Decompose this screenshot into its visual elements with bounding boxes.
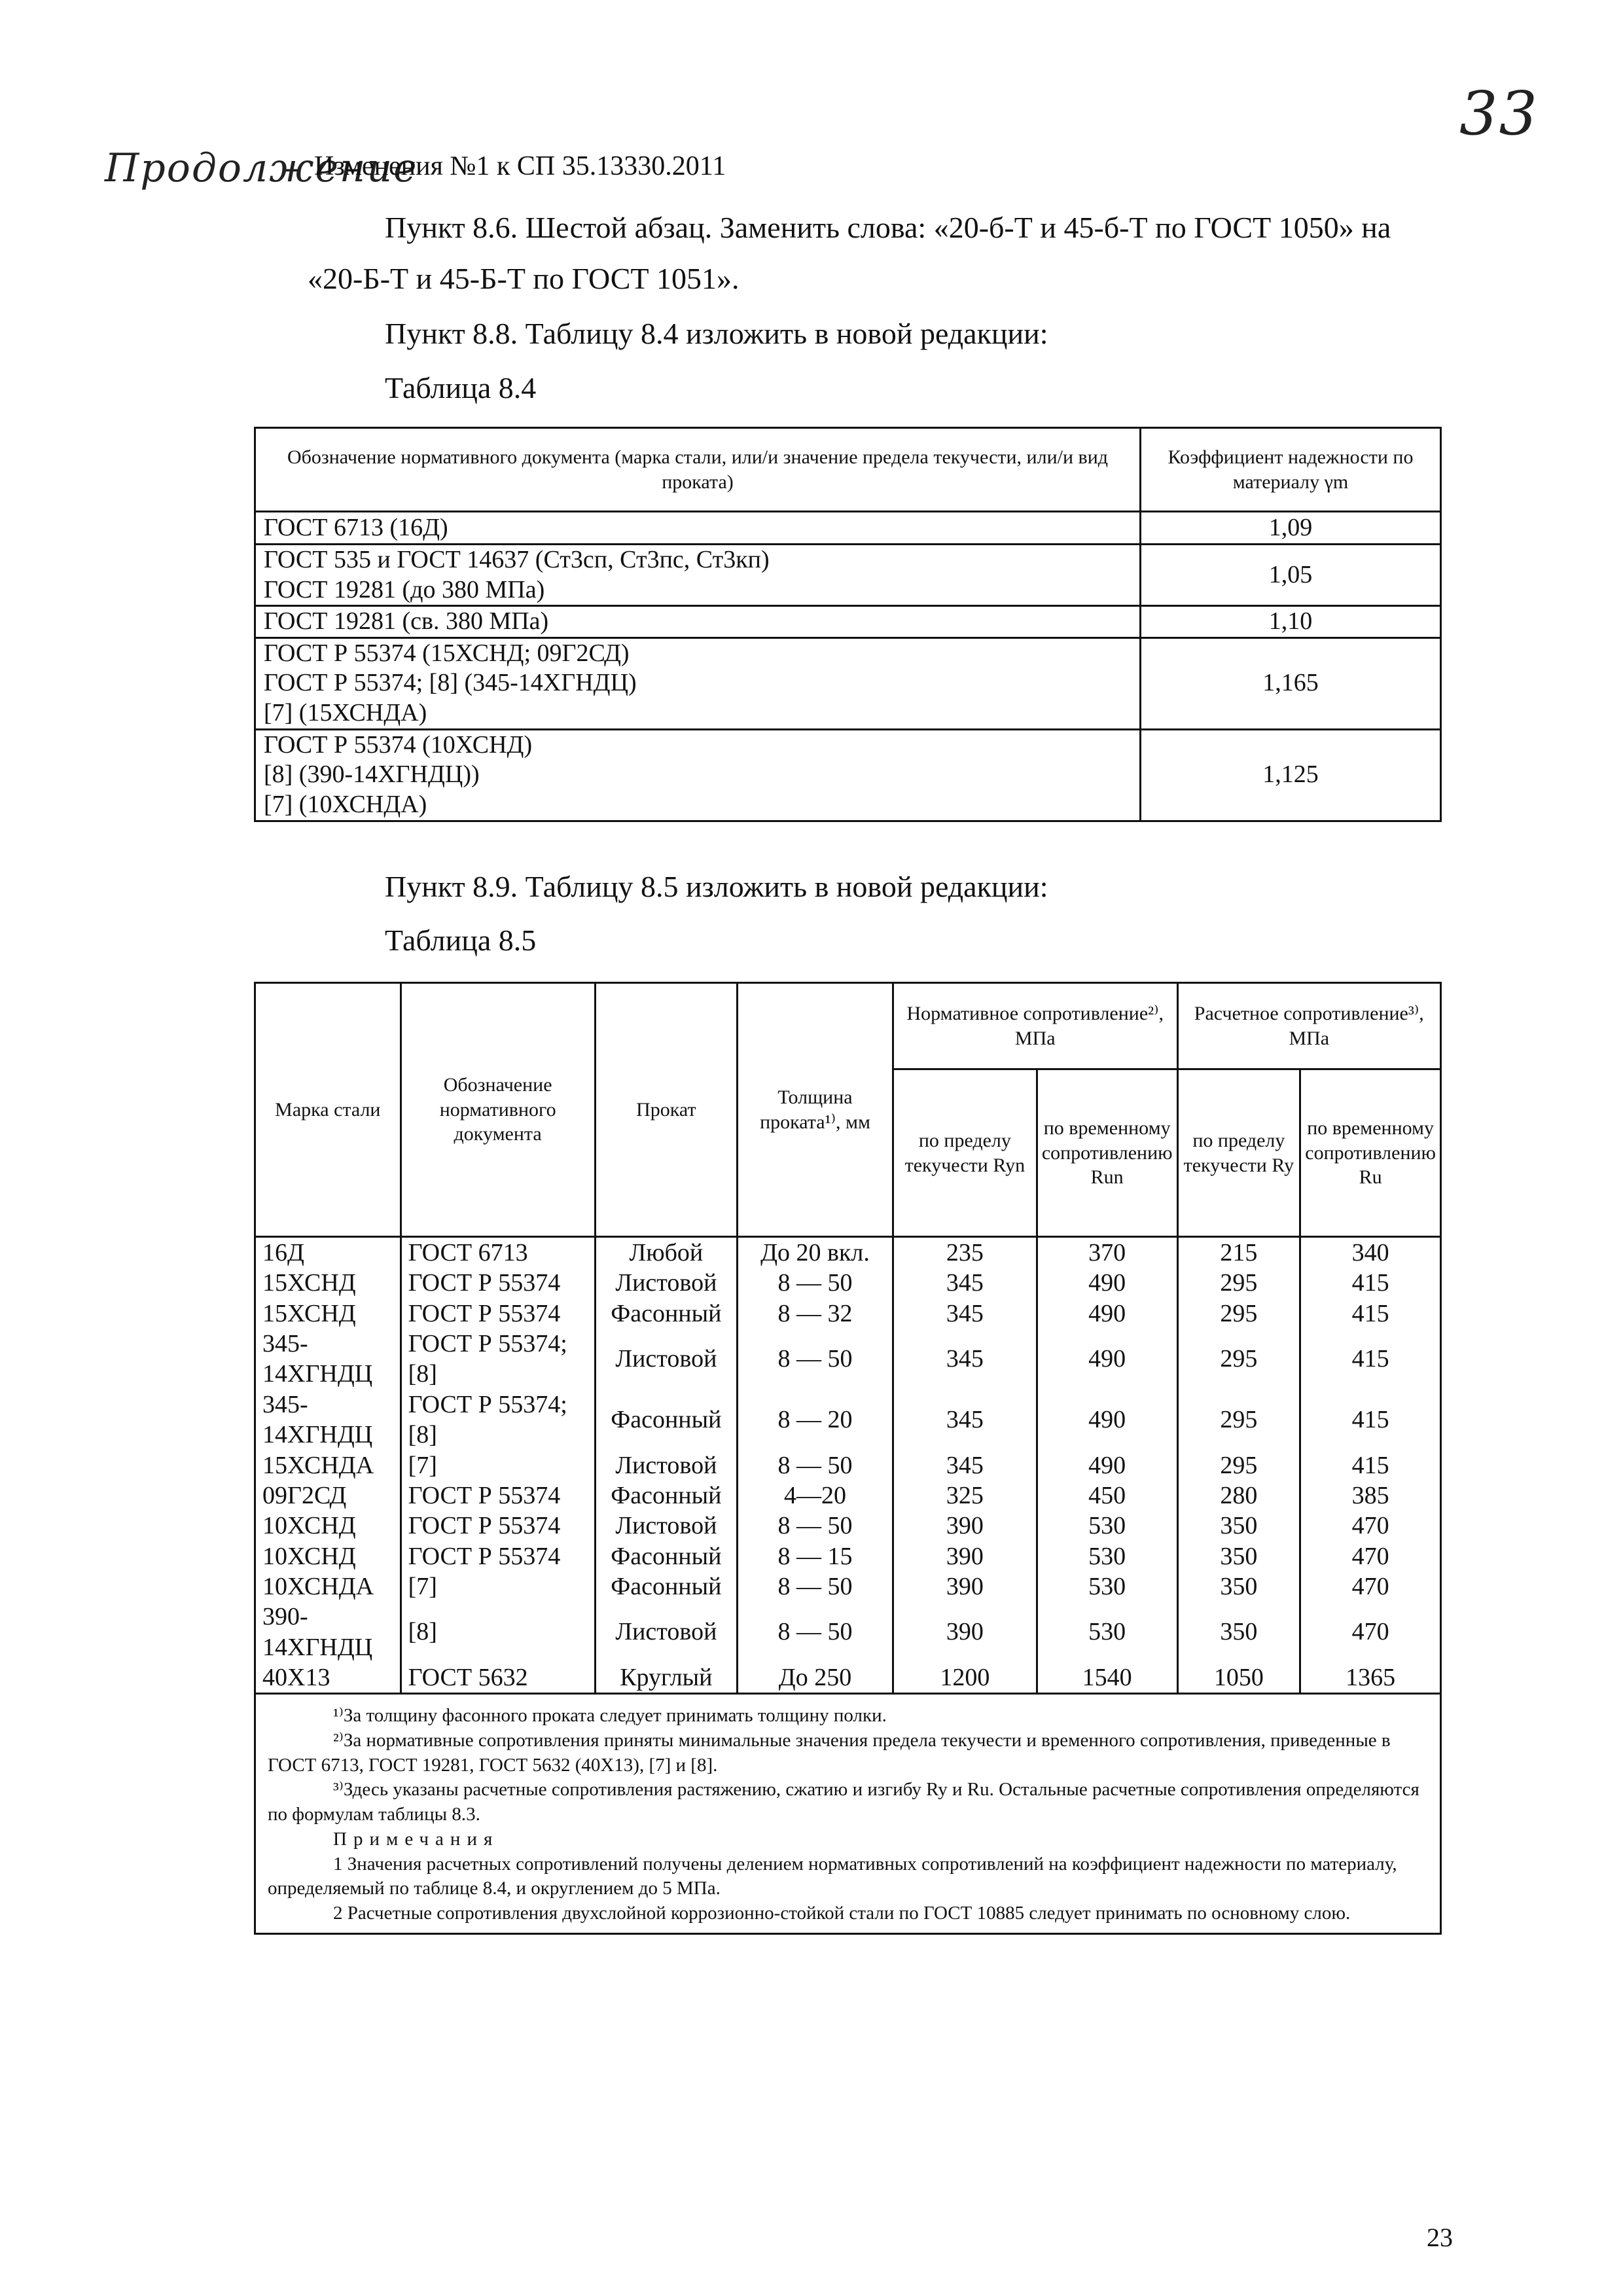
table-8-4-doc-cell xyxy=(255,637,1141,729)
cell-thickness: До 250 xyxy=(738,1662,893,1694)
cell-prokat: Фасонный xyxy=(595,1299,737,1329)
cell-prokat: Листовой xyxy=(595,1602,737,1662)
page-number: 23 xyxy=(1427,2223,1453,2252)
cell-ryn: 390 xyxy=(893,1511,1037,1541)
cell-ru: 415 xyxy=(1300,1299,1441,1329)
cell-marka: 40Х13 xyxy=(255,1662,401,1694)
table-8-5-body xyxy=(255,1237,1441,1694)
cell-ryn: 345 xyxy=(893,1450,1037,1480)
cell-doc: ГОСТ Р 55374; [8] xyxy=(401,1329,595,1390)
header-marka: Марка стали xyxy=(255,983,401,1237)
table-8-4-value-cell: 1,165 xyxy=(1141,637,1441,729)
table-row xyxy=(255,1329,1441,1390)
table-row xyxy=(255,1299,1441,1329)
header-prokat: Прокат xyxy=(595,983,737,1237)
cell-ryn: 325 xyxy=(893,1480,1037,1511)
cell-marka: 10ХСНД xyxy=(255,1541,401,1571)
cell-ryn: 1200 xyxy=(893,1662,1037,1694)
table-row xyxy=(255,606,1441,638)
cell-run: 370 xyxy=(1037,1237,1177,1268)
cell-doc: ГОСТ Р 55374; [8] xyxy=(401,1390,595,1450)
cell-prokat: Фасонный xyxy=(595,1390,737,1450)
cell-marka: 15ХСНДА xyxy=(255,1450,401,1480)
table-row xyxy=(255,1268,1441,1298)
note-p2: 2 Расчетные сопротивления двухслойной коррозионно-стойкой стали по ГОСТ 10885 следует принимать по основному слою. xyxy=(333,1902,1351,1924)
table-row xyxy=(255,1511,1441,1541)
cell-line: ГОСТ Р 55374; [8] (345-14ХГНДЦ) xyxy=(264,669,637,697)
cell-line: ГОСТ Р 55374 (10ХСНД) xyxy=(264,730,533,759)
cell-ry: 295 xyxy=(1177,1299,1300,1329)
cell-ry: 215 xyxy=(1177,1237,1300,1268)
table-row xyxy=(255,1450,1441,1480)
cell-ry: 280 xyxy=(1177,1480,1300,1511)
cell-marka: 09Г2СД xyxy=(255,1480,401,1511)
cell-ry: 350 xyxy=(1177,1571,1300,1602)
cell-ryn: 345 xyxy=(893,1329,1037,1390)
cell-marka: 345-14ХГНДЦ xyxy=(255,1329,401,1390)
cell-ryn: 235 xyxy=(893,1237,1037,1268)
cell-prokat: Круглый xyxy=(595,1662,737,1694)
header-doc: Обозначение нормативного документа xyxy=(401,983,595,1237)
cell-ryn: 345 xyxy=(893,1390,1037,1450)
cell-line: [7] (15ХСНДА) xyxy=(264,699,427,727)
cell-thickness: 4—20 xyxy=(738,1480,893,1511)
para-8-8: Пункт 8.8. Таблицу 8.4 изложить в новой редакции: xyxy=(385,317,1048,350)
cell-ry: 350 xyxy=(1177,1602,1300,1662)
table-8-4-doc-cell xyxy=(255,729,1141,821)
cell-ry: 1050 xyxy=(1177,1662,1300,1694)
table-row xyxy=(255,1662,1441,1694)
table-8-4-header-coef xyxy=(1141,428,1441,512)
handwritten-page-number: 33 xyxy=(1459,79,1539,149)
cell-doc: [8] xyxy=(401,1602,595,1662)
cell-ry: 295 xyxy=(1177,1390,1300,1450)
cell-doc: ГОСТ Р 55374 xyxy=(401,1268,595,1298)
cell-run: 490 xyxy=(1037,1268,1177,1298)
table-8-5 xyxy=(254,982,1442,1935)
cell-ry: 295 xyxy=(1177,1450,1300,1480)
cell-thickness: 8 — 50 xyxy=(738,1329,893,1390)
cell-line: [7] (10ХСНДА) xyxy=(264,791,427,819)
cell-marka: 10ХСНДА xyxy=(255,1571,401,1602)
cell-line: ГОСТ 535 и ГОСТ 14637 (Ст3сп, Ст3пс, Ст3кп) xyxy=(264,546,770,573)
cell-run: 530 xyxy=(1037,1541,1177,1571)
header-normative: Нормативное сопротивление²⁾, МПа xyxy=(893,983,1177,1069)
note-3: ³⁾Здесь указаны расчетные сопротивления растяжению, сжатию и изгибу Ry и Ru. Остальные расчетные сопротивления определяются по формулам таблицы 8.3. xyxy=(268,1779,1419,1825)
cell-marka: 15ХСНД xyxy=(255,1299,401,1329)
cell-run: 530 xyxy=(1037,1511,1177,1541)
cell-ru: 340 xyxy=(1300,1237,1441,1268)
table-8-4-value-cell: 1,09 xyxy=(1141,512,1441,545)
cell-prokat: Листовой xyxy=(595,1511,737,1541)
table-row xyxy=(255,512,1441,545)
cell-prokat: Любой xyxy=(595,1237,737,1268)
header-ryn: по пределу текучести Ryn xyxy=(893,1069,1037,1237)
table-8-4-doc-cell xyxy=(255,545,1141,606)
cell-ru: 415 xyxy=(1300,1450,1441,1480)
cell-doc: ГОСТ Р 55374 xyxy=(401,1480,595,1511)
cell-thickness: 8 — 50 xyxy=(738,1602,893,1662)
cell-run: 530 xyxy=(1037,1571,1177,1602)
table-row xyxy=(255,1390,1441,1450)
cell-ryn: 390 xyxy=(893,1541,1037,1571)
cell-prokat: Фасонный xyxy=(595,1541,737,1571)
cell-thickness: 8 — 20 xyxy=(738,1390,893,1450)
cell-ru: 1365 xyxy=(1300,1662,1441,1694)
cell-run: 530 xyxy=(1037,1602,1177,1662)
cell-run: 490 xyxy=(1037,1299,1177,1329)
para-8-9: Пункт 8.9. Таблицу 8.5 изложить в новой редакции: xyxy=(385,870,1048,903)
table-8-4-header-doc: Обозначение нормативного документа (марка стали, или/и значение предела текучести, или/и вид проката) xyxy=(255,428,1141,512)
cell-prokat: Фасонный xyxy=(595,1480,737,1511)
handwritten-prefix: Продолжение xyxy=(105,145,418,191)
table-8-5-notes xyxy=(255,1694,1441,1933)
table-row xyxy=(255,1480,1441,1511)
table-8-4-doc-cell xyxy=(255,512,1141,545)
cell-run: 490 xyxy=(1037,1329,1177,1390)
table-row xyxy=(255,729,1441,821)
cell-prokat: Листовой xyxy=(595,1268,737,1298)
para-8-6-line1: Пункт 8.6. Шестой абзац. Заменить слова: «20-б-Т и 45-б-Т по ГОСТ 1050» на xyxy=(385,211,1391,244)
cell-line: ГОСТ 6713 (16Д) xyxy=(264,513,448,541)
cell-thickness: 8 — 50 xyxy=(738,1268,893,1298)
cell-ru: 470 xyxy=(1300,1571,1441,1602)
header-calculated: Расчетное сопротивление³⁾, МПа xyxy=(1177,983,1440,1069)
table-row xyxy=(255,1541,1441,1571)
cell-marka: 345-14ХГНДЦ xyxy=(255,1390,401,1450)
cell-marka: 16Д xyxy=(255,1237,401,1268)
cell-doc: ГОСТ 6713 xyxy=(401,1237,595,1268)
header-ry: по пределу текучести Ry xyxy=(1177,1069,1300,1237)
table-8-4-header-coef-text: Коэффициент надежности по материалу γm xyxy=(1168,446,1414,493)
cell-run: 450 xyxy=(1037,1480,1177,1511)
cell-prokat: Фасонный xyxy=(595,1571,737,1602)
cell-ru: 470 xyxy=(1300,1511,1441,1541)
page-header: Изменения №1 к СП 35.13330.2011 xyxy=(314,151,726,181)
cell-ru: 385 xyxy=(1300,1480,1441,1511)
cell-thickness: 8 — 50 xyxy=(738,1511,893,1541)
cell-ry: 350 xyxy=(1177,1511,1300,1541)
cell-marka: 10ХСНД xyxy=(255,1511,401,1541)
table-row xyxy=(255,545,1441,606)
cell-prokat: Листовой xyxy=(595,1329,737,1390)
cell-ryn: 345 xyxy=(893,1268,1037,1298)
note-2: ²⁾За нормативные сопротивления приняты минимальные значения предела текучести и временного сопротивления, приведенные в ГОСТ 6713, ГОСТ 19281, ГОСТ 5632 (40Х13), [7] и [8]. xyxy=(268,1730,1391,1776)
cell-ru: 470 xyxy=(1300,1541,1441,1571)
table-8-4 xyxy=(254,427,1442,822)
cell-doc: ГОСТ 5632 xyxy=(401,1662,595,1694)
header-ru: по временному сопротивлению Ru xyxy=(1300,1069,1441,1237)
cell-line: [8] (390-14ХГНДЦ)) xyxy=(264,761,480,789)
table-8-4-title: Таблица 8.4 xyxy=(385,371,537,404)
cell-thickness: 8 — 50 xyxy=(738,1571,893,1602)
table-row xyxy=(255,637,1441,729)
cell-doc: ГОСТ Р 55374 xyxy=(401,1299,595,1329)
cell-ru: 415 xyxy=(1300,1329,1441,1390)
note-1: ¹⁾За толщину фасонного проката следует принимать толщину полки. xyxy=(333,1705,887,1727)
cell-ryn: 345 xyxy=(893,1299,1037,1329)
cell-ryn: 390 xyxy=(893,1602,1037,1662)
table-8-4-value-cell: 1,125 xyxy=(1141,729,1441,821)
note-p1: 1 Значения расчетных сопротивлений получены делением нормативных сопротивлений на коэффициент надежности по материалу, определяемый по таблице 8.4, и округлением до 5 МПа. xyxy=(268,1853,1397,1899)
cell-marka: 390-14ХГНДЦ xyxy=(255,1602,401,1662)
cell-thickness: 8 — 15 xyxy=(738,1541,893,1571)
cell-ry: 350 xyxy=(1177,1541,1300,1571)
table-8-5-title: Таблица 8.5 xyxy=(385,924,537,957)
table-row xyxy=(255,1237,1441,1268)
table-8-4-doc-cell xyxy=(255,606,1141,638)
notes-heading: Примечания xyxy=(333,1828,499,1850)
table-8-4-value-cell: 1,10 xyxy=(1141,606,1441,638)
header-run: по временному сопротивлению Run xyxy=(1037,1069,1177,1237)
cell-ru: 415 xyxy=(1300,1268,1441,1298)
cell-run: 1540 xyxy=(1037,1662,1177,1694)
cell-ry: 295 xyxy=(1177,1268,1300,1298)
cell-thickness: 8 — 50 xyxy=(738,1450,893,1480)
cell-thickness: До 20 вкл. xyxy=(738,1237,893,1268)
cell-doc: ГОСТ Р 55374 xyxy=(401,1541,595,1571)
cell-prokat: Листовой xyxy=(595,1450,737,1480)
cell-ru: 415 xyxy=(1300,1390,1441,1450)
cell-line: ГОСТ 19281 (св. 380 МПа) xyxy=(264,607,549,636)
cell-run: 490 xyxy=(1037,1390,1177,1450)
cell-doc: [7] xyxy=(401,1571,595,1602)
cell-ryn: 390 xyxy=(893,1571,1037,1602)
cell-thickness: 8 — 32 xyxy=(738,1299,893,1329)
table-row xyxy=(255,1602,1441,1662)
cell-ru: 470 xyxy=(1300,1602,1441,1662)
table-row xyxy=(255,1571,1441,1602)
cell-doc: ГОСТ Р 55374 xyxy=(401,1511,595,1541)
cell-line: ГОСТ Р 55374 (15ХСНД; 09Г2СД) xyxy=(264,639,630,667)
cell-ry: 295 xyxy=(1177,1329,1300,1390)
cell-marka: 15ХСНД xyxy=(255,1268,401,1298)
para-8-6-line2: «20-Б-Т и 45-Б-Т по ГОСТ 1051». xyxy=(308,262,740,295)
table-8-4-value-cell: 1,05 xyxy=(1141,545,1441,606)
cell-doc: [7] xyxy=(401,1450,595,1480)
cell-run: 490 xyxy=(1037,1450,1177,1480)
cell-line: ГОСТ 19281 (до 380 МПа) xyxy=(264,575,545,603)
header-thickness: Толщина проката¹⁾, мм xyxy=(738,983,893,1237)
